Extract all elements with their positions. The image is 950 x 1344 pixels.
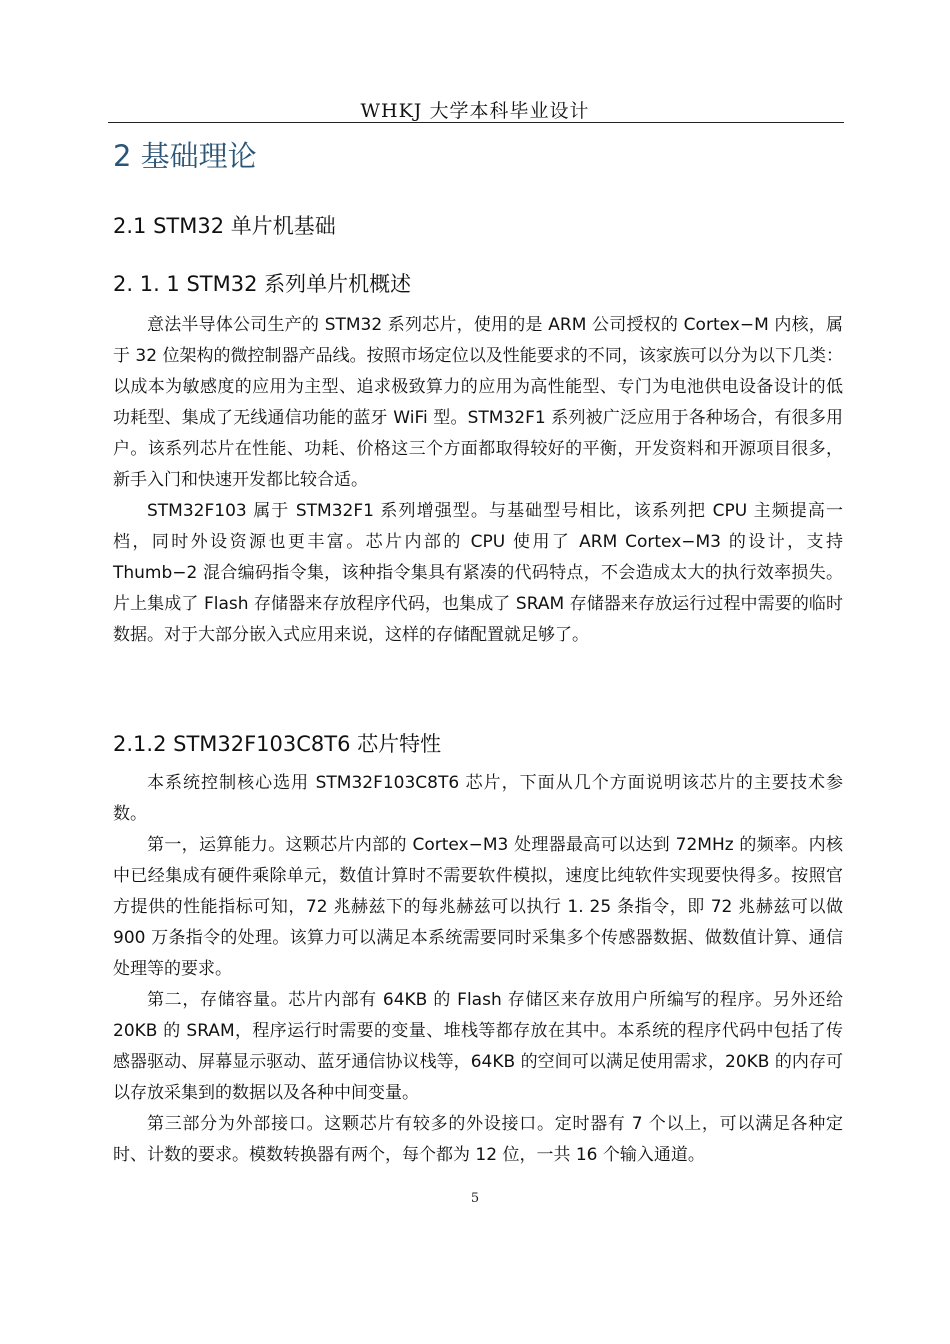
paragraph-interfaces: 第三部分为外部接口。这颗芯片有较多的外设接口。定时器有 7 个以上，可以满足各种定时、计数的要求。模数转换器有两个，每个都为 12 位，一共 16 个输入通道。 <box>113 1114 843 1165</box>
header-rule <box>108 122 844 123</box>
paragraph-chip-intro: 本系统控制核心选用 STM32F103C8T6 芯片，下面从几个方面说明该芯片的主要技术参数。 <box>113 773 843 824</box>
paragraph-storage: 第二，存储容量。芯片内部有 64KB 的 Flash 存储区来存放用户所编写的程序。另外还给 20KB 的 SRAM，程序运行时需要的变量、堆栈等都存放在其中。本系统的程序代码中包括了传感器驱动、屏幕显示驱动、蓝牙通信协议栈等，64KB 的空间可以满足使用需求，20KB 的内存可以存放采集到的数据以及各种中间变量。 <box>113 990 843 1103</box>
paragraph-stm32f103: STM32F103 属于 STM32F1 系列增强型。与基础型号相比，该系列把 CPU 主频提高一档，同时外设资源也更丰富。芯片内部的 CPU 使用了 ARM Cortex−M3 的设计，支持 Thumb−2 混合编码指令集，该种指令集具有紧凑的代码特点，不会造成太大的执行效率损失。片上集成了 Flash 存储器来存放程序代码，也集成了 SRAM 存储器来存放运行过程中需要的临时数据。对于大部分嵌入式应用来说，这样的存储配置就足够了。 <box>113 501 843 645</box>
paragraph-computing-power: 第一，运算能力。这颗芯片内部的 Cortex−M3 处理器最高可以达到 72MHz 的频率。内核中已经集成有硬件乘除单元，数值计算时不需要软件模拟，速度比纯软件实现要快得多。按照官方提供的性能指标可知，72 兆赫兹下的每兆赫兹可以执行 1. 25 条指令，即 72 兆赫兹可以做 900 万条指令的处理。该算力可以满足本系统需要同时采集多个传感器数据、做数值计算、通信处理等的要求。 <box>113 835 843 979</box>
page-number: 5 <box>470 1191 480 1206</box>
running-header: WHKJ 大学本科毕业设计 <box>360 100 590 122</box>
section-heading-2-1-2: 2.1.2 STM32F103C8T6 芯片特性 <box>113 732 442 756</box>
section-heading-2-1-1: 2. 1. 1 STM32 系列单片机概述 <box>113 272 412 296</box>
chapter-title: 2 基础理论 <box>113 139 257 173</box>
section-heading-2-1: 2.1 STM32 单片机基础 <box>113 214 336 238</box>
paragraph-stm32-overview: 意法半导体公司生产的 STM32 系列芯片，使用的是 ARM 公司授权的 Cortex−M 内核，属于 32 位架构的微控制器产品线。按照市场定位以及性能要求的不同，该家族可以分为以下几类：以成本为敏感度的应用为主型、追求极致算力的应用为高性能型、专门为电池供电设备设计的低功耗型、集成了无线通信功能的蓝牙 WiFi 型。STM32F1 系列被广泛应用于各种场合，有很多用户。该系列芯片在性能、功耗、价格这三个方面都取得较好的平衡，开发资料和开源项目很多，新手入门和快速开发都比较合适。 <box>113 315 843 490</box>
